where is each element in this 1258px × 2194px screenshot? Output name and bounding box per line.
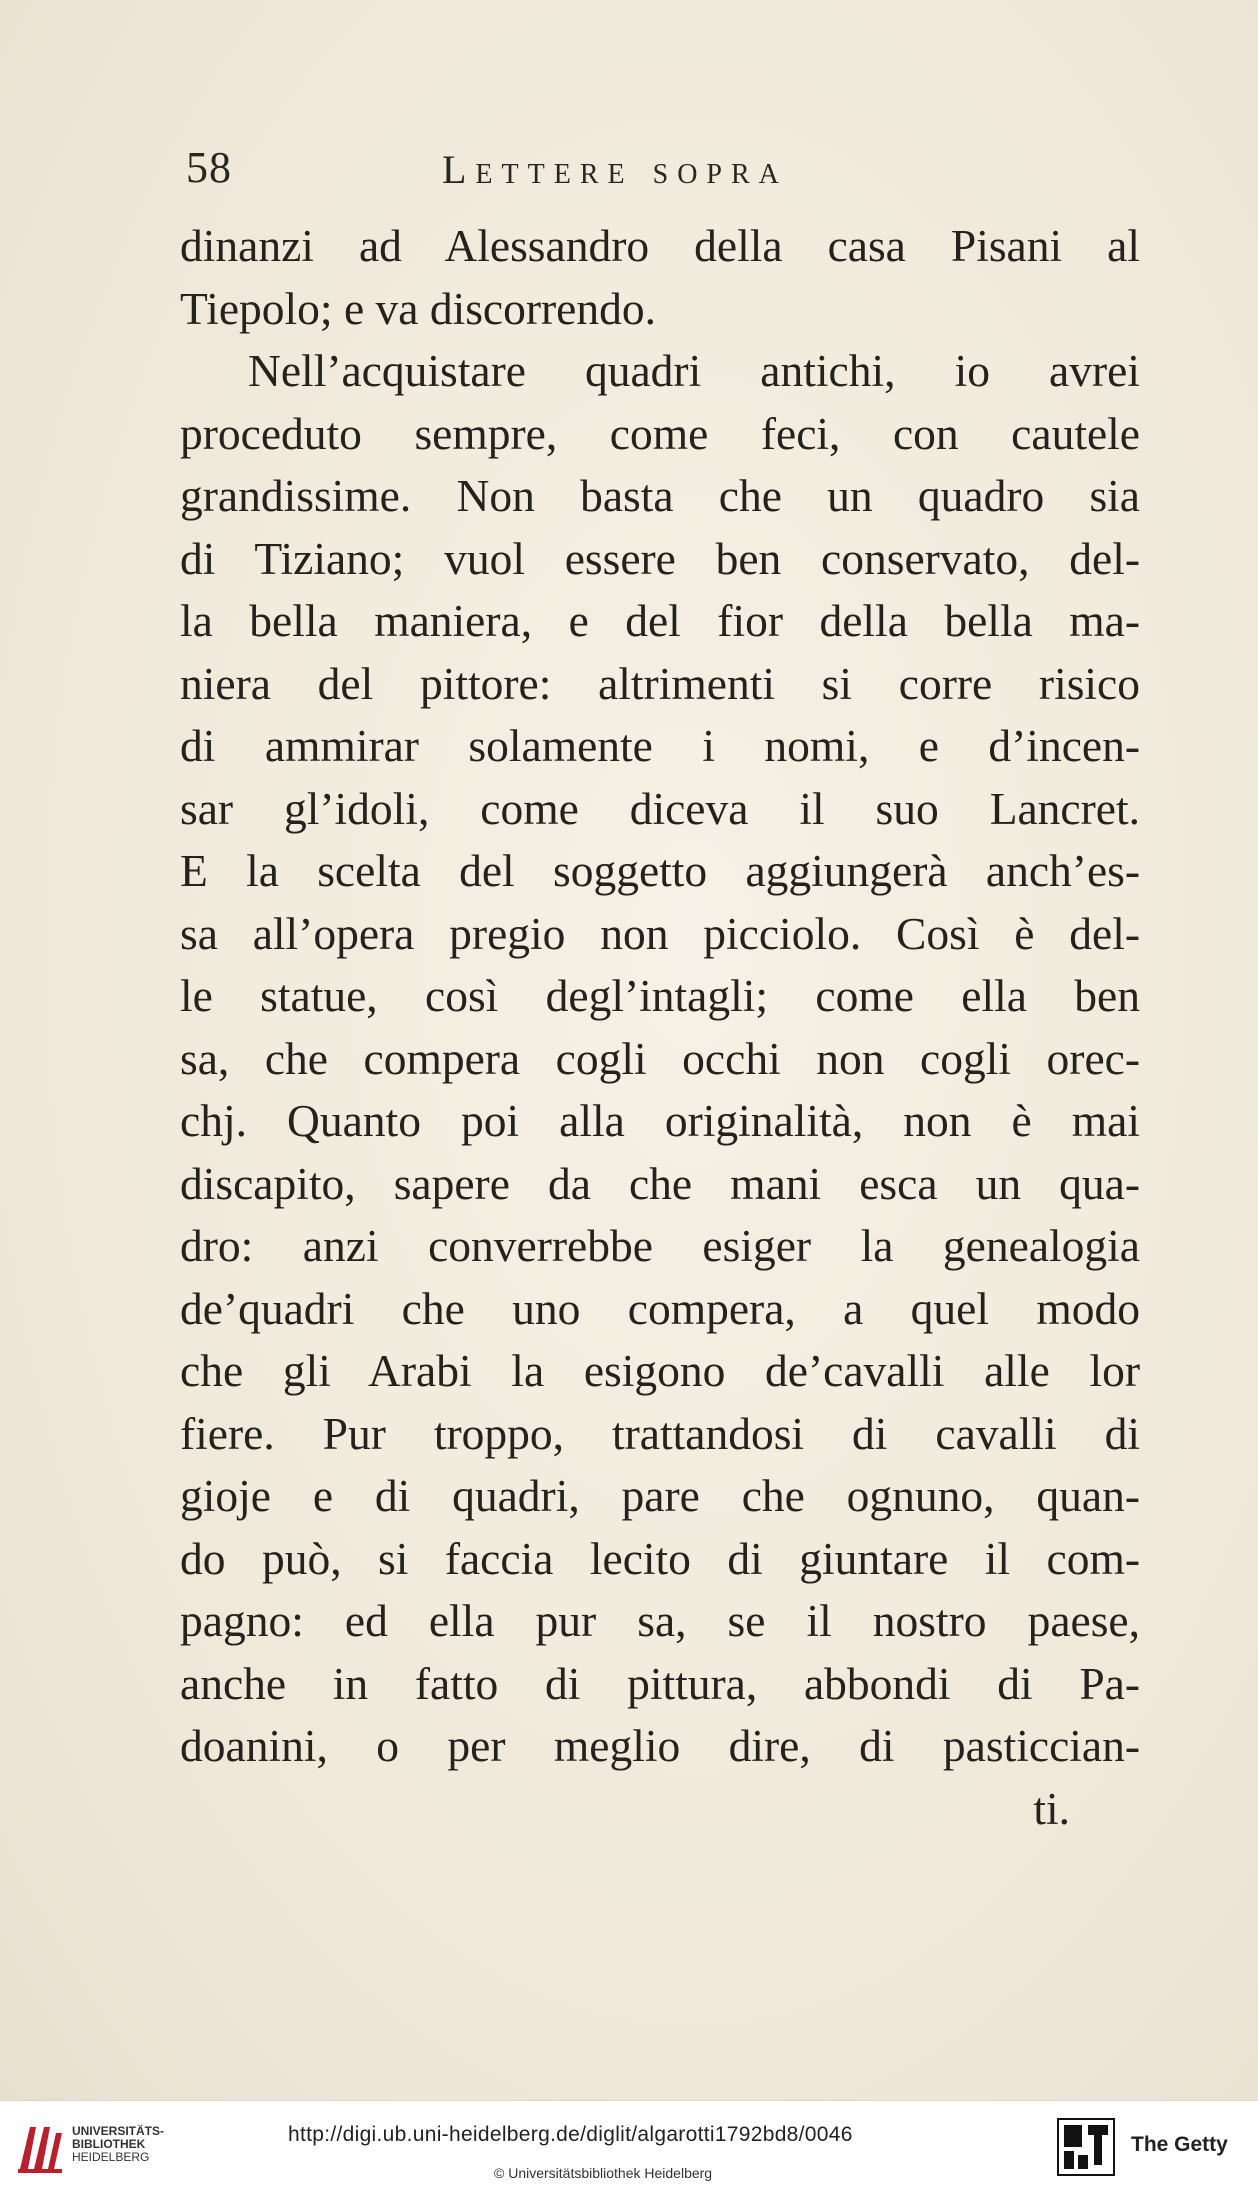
text-line: gioje e di quadri, pare che ognuno, quan- [180,1470,1140,1521]
text-line: sar gl’idoli, come diceva il suo Lancret. [180,782,1140,834]
text-line: doanini, o per meglio dire, di pasticcian- [180,1720,1140,1771]
text-line: ti. [1033,1782,1070,1834]
text-line: di ammirar solamente i nomi, e d’incen- [180,720,1140,771]
page-number: 58 [186,143,232,192]
text-line: Nell’acquistare quadri antichi, io avrei [248,345,1140,396]
text-line: niera del pittore: altrimenti si corre risico [180,657,1140,709]
permalink-url[interactable]: http://digi.ub.uni-heidelberg.de/diglit/algarotti1792bd8/0046 [288,2123,853,2146]
copyright-notice: © Universitätsbibliothek Heidelberg [494,2165,713,2181]
text-line: chj. Quanto poi alla originalità, non è mai [180,1095,1140,1146]
library-name[interactable] [72,2125,164,2164]
text-line: dro: anzi converrebbe esiger la genealogia [180,1220,1140,1271]
text-line: anche in fatto di pittura, abbondi di Pa- [180,1657,1140,1709]
text-line: dinanzi ad Alessandro della casa Pisani al [180,220,1140,271]
text-line: pagno: ed ella pur sa, se il nostro paese, [180,1595,1140,1646]
text-line: Tiepolo; e va discorrendo. [180,282,656,334]
getty-logo-icon [1056,2117,1116,2177]
library-name-line: UNIVERSITÄTS- [72,2124,165,2138]
text-line: di Tiziano; vuol essere ben conservato, del- [180,532,1140,584]
text-line: sa, che compera cogli occhi non cogli orec- [180,1032,1140,1084]
text-line: discapito, sapere da che mani esca un qua- [180,1157,1140,1209]
library-name-line: HEIDELBERG [72,2150,150,2164]
text-line: che gli Arabi la esigono de’cavalli alle lor [180,1345,1140,1396]
text-line: de’quadri che uno compera, a quel modo [180,1282,1140,1334]
text-line: le statue, così degl’intagli; come ella ben [180,970,1140,1021]
viewer-footer [0,2100,1258,2194]
university-logo-icon [14,2117,66,2177]
text-line: E la scelta del soggetto aggiungerà anch’es- [180,845,1140,896]
text-line: sa all’opera pregio non picciolo. Così è del- [180,907,1140,959]
text-line: grandissime. Non basta che un quadro sia [180,470,1140,521]
running-head: Lettere sopra [442,147,788,192]
text-line: fiere. Pur troppo, trattandosi di cavalli di [180,1407,1140,1459]
page-header [186,142,1086,202]
text-line: proceduto sempre, come feci, con cautele [180,407,1140,459]
library-name-line: BIBLIOTHEK [72,2137,146,2151]
text-line: do può, si faccia lecito di giuntare il com- [180,1532,1140,1584]
partner-name[interactable]: The Getty [1131,2133,1228,2156]
body-text [180,215,1140,1840]
text-line: la bella maniera, e del fior della bella ma- [180,595,1140,646]
